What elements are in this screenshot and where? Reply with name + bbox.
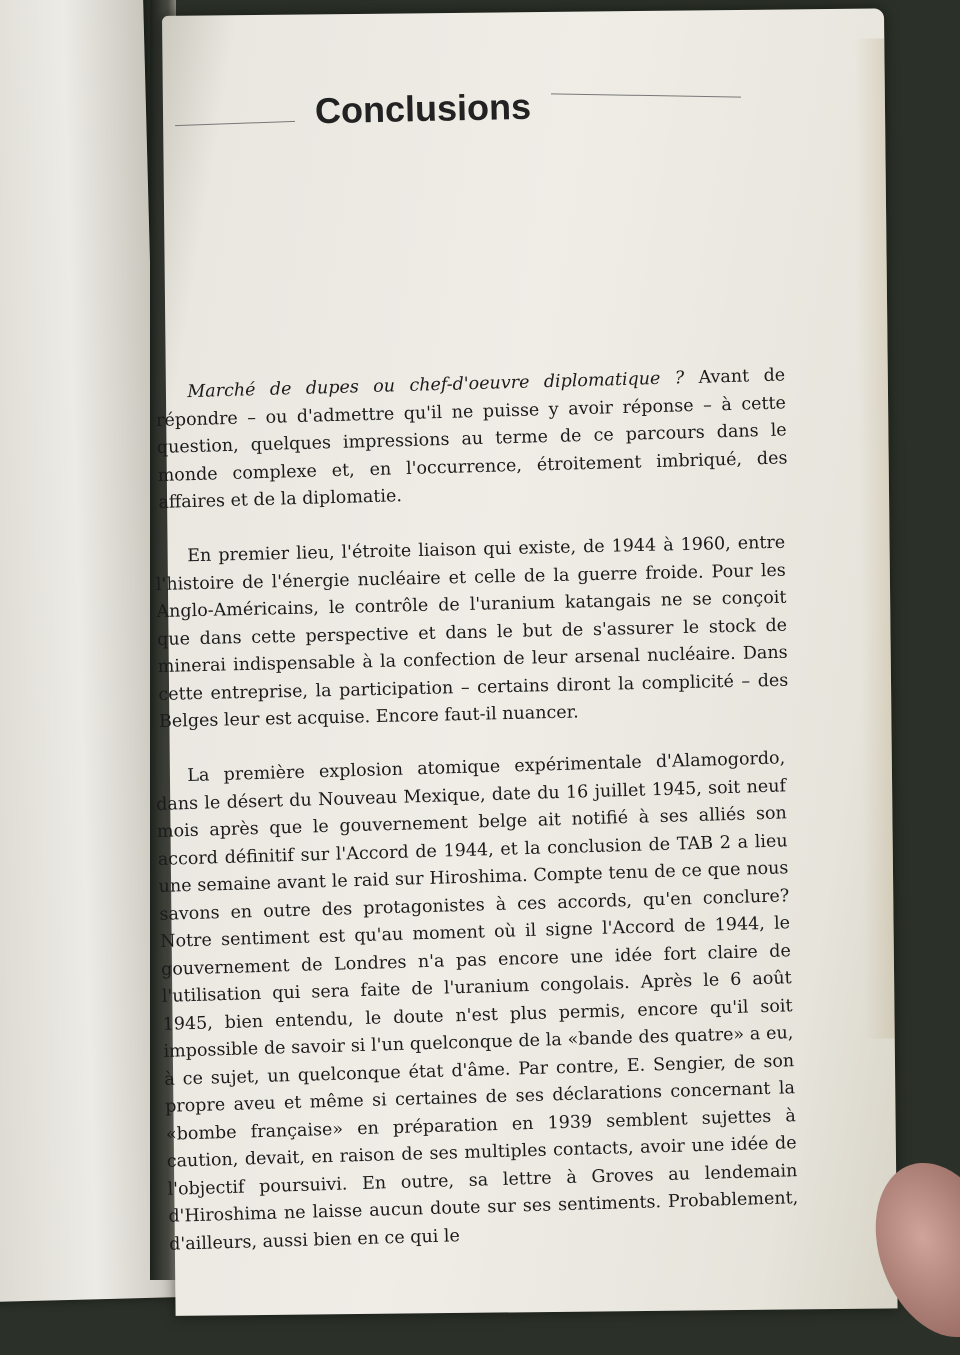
paragraph-2: En premier lieu, l'étroite liaison qui existe, de 1944 à 1960, entre l'histoire de l'énergie nucléaire et celle de la guerre froide. Pour les Anglo-Américains, le contrôle de l'uranium katangais ne se conçoit que dans cette perspective et dans le but de s'assurer le stock de minerai indispensable à la confection de leur arsenal nucléaire. Dans cette entreprise, la participation – certains diront la complicité – des Belges leur est acquise. Encore faut-il nuancer. [155, 532, 789, 732]
page-edge-shading [854, 38, 894, 1038]
paragraph-1-lead: Marché de dupes ou chef-d'oeuvre diplomatique ? [187, 368, 685, 403]
body-text [155, 365, 799, 1259]
chapter-heading [155, 60, 785, 130]
heading-rule-right [551, 93, 741, 97]
paragraph-3: La première explosion atomique expérimentale d'Alamogordo, dans le désert du Nouveau Mexique, date du 16 juillet 1945, soit neuf mois après que le gouvernement belge ait notifié à ses alliés son accord définitif sur l'Accord de 1944, et la conclusion de TAB 2 a lieu une semaine avant le raid sur Hiroshima. Compte tenu de ce que nous savons en outre des protagonistes à ces accords, qu'en conclure? Notre sentiment est qu'au moment où il signe l'Accord de 1944, le gouvernement de Londres n'a pas encore une idée fort claire de l'utilisation qui sera faite de l'uranium congolais. Après le 6 août 1945, bien entendu, le doute n'est plus permis, encore qu'il soit impossible de savoir si l'un quelconque de la «bande des quatre» a eu, à ce sujet, un quelconque état d'âme. Par contre, E. Sengier, de son propre aveu et même si certaines de ses déclarations concernant la «bombe française» en préparation en 1939 semblent sujettes à caution, devait, en raison de ses multiples contacts, avoir une idée de l'objectif poursuivi. En outre, sa lettre à Groves au lendemain d'Hiroshima ne laisse aucun doute sur ses sentiments. Probablement, d'ailleurs, aussi bien en ce qui le [155, 748, 799, 1255]
chapter-title: Conclusions [314, 85, 532, 132]
paragraph-1-rest: Avant de répondre – ou d'admettre qu'il ne puisse y avoir réponse – à cette question, quelques impressions au terme de ce parcours dans le monde complexe et, en l'occurrence, étroitement imbriqué, des affaires et de la diplomatie. [155, 365, 788, 513]
heading-rule-left [175, 121, 295, 126]
paragraph-1 [155, 362, 789, 517]
page-content [155, 60, 799, 1277]
